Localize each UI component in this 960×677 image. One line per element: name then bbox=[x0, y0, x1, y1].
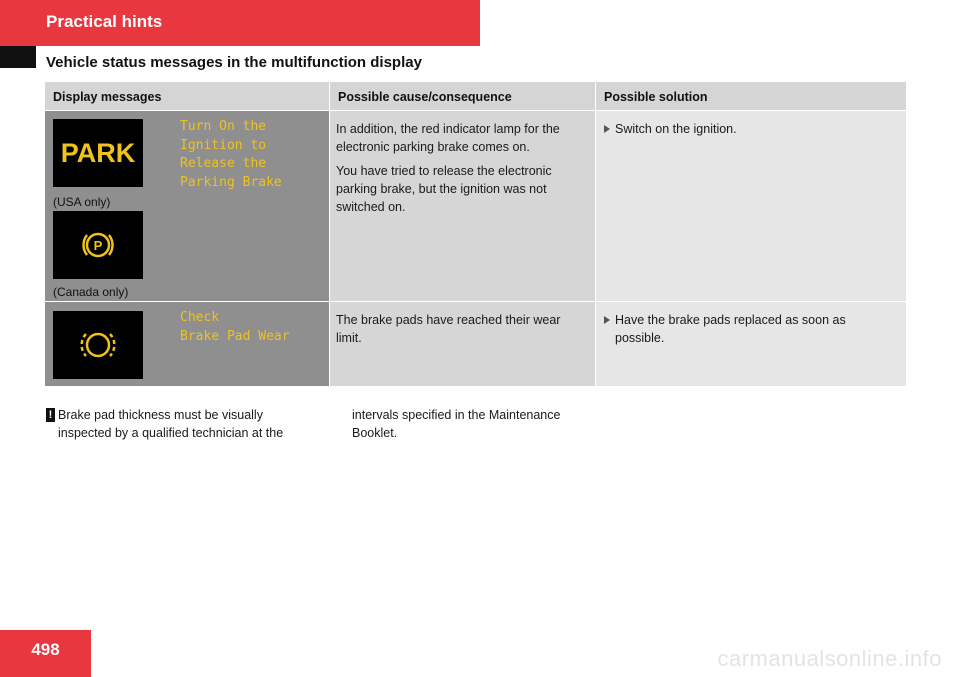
parking-brake-circle-icon bbox=[53, 211, 143, 279]
watermark: carmanualsonline.info bbox=[717, 646, 942, 671]
message-line: Release the bbox=[180, 156, 267, 171]
solution-step bbox=[604, 120, 898, 138]
brake-wear-display bbox=[53, 311, 143, 379]
parking-brake-display bbox=[53, 211, 143, 279]
message-line: Check bbox=[180, 310, 220, 325]
solution-cell bbox=[596, 302, 906, 386]
solution-step bbox=[604, 311, 898, 347]
park-icon-label: PARK bbox=[60, 138, 136, 168]
park-display bbox=[53, 119, 143, 187]
park-text-icon bbox=[53, 119, 143, 187]
column-header-cause: Possible cause/consequence bbox=[330, 82, 595, 110]
region-note-canada: (Canada only) bbox=[53, 285, 129, 299]
column-header-solution: Possible solution bbox=[596, 82, 906, 110]
display-message-text bbox=[180, 118, 282, 192]
warning-text-part2: intervals specified in the Maintenance Booklet. bbox=[352, 408, 561, 440]
step-arrow-icon bbox=[604, 125, 610, 133]
message-line: Brake Pad Wear bbox=[180, 328, 290, 344]
cause-text: The brake pads have reached their wear limit. bbox=[336, 313, 561, 345]
display-message-text bbox=[180, 309, 290, 346]
chapter-title: Practical hints bbox=[46, 12, 163, 31]
warning-icon: ! bbox=[46, 408, 55, 422]
section-marker bbox=[0, 46, 36, 68]
solution-text: Have the brake pads replaced as soon as possible. bbox=[615, 313, 846, 345]
brake-pad-wear-icon bbox=[53, 311, 143, 379]
message-line: Turn On the bbox=[180, 119, 267, 134]
warning-text-part1: Brake pad thickness must be visually inspected by a qualified technician at the bbox=[58, 408, 284, 440]
page-number-box bbox=[0, 630, 91, 677]
column-header-display: Display messages bbox=[45, 82, 329, 110]
cause-cell bbox=[330, 111, 595, 301]
step-arrow-icon bbox=[604, 316, 610, 324]
solution-text: Switch on the ignition. bbox=[615, 122, 737, 136]
cause-cell bbox=[330, 302, 595, 386]
region-note-usa: (USA only) bbox=[53, 195, 111, 209]
display-cell bbox=[45, 111, 329, 301]
solution-cell bbox=[596, 111, 906, 301]
warning-note bbox=[48, 406, 313, 442]
page-number: 498 bbox=[31, 640, 60, 659]
cause-text: In addition, the red indicator lamp for the electronic parking brake comes on. bbox=[336, 122, 560, 154]
section-title: Vehicle status messages in the multifunction display bbox=[46, 54, 422, 71]
svg-text:P: P bbox=[93, 238, 103, 253]
cause-text: You have tried to release the electronic parking brake, but the ignition was not switched on. bbox=[336, 164, 552, 214]
display-cell bbox=[45, 302, 329, 386]
message-line: Parking Brake bbox=[180, 174, 282, 190]
message-line: Ignition to bbox=[180, 137, 267, 153]
status-messages-table bbox=[45, 82, 906, 386]
